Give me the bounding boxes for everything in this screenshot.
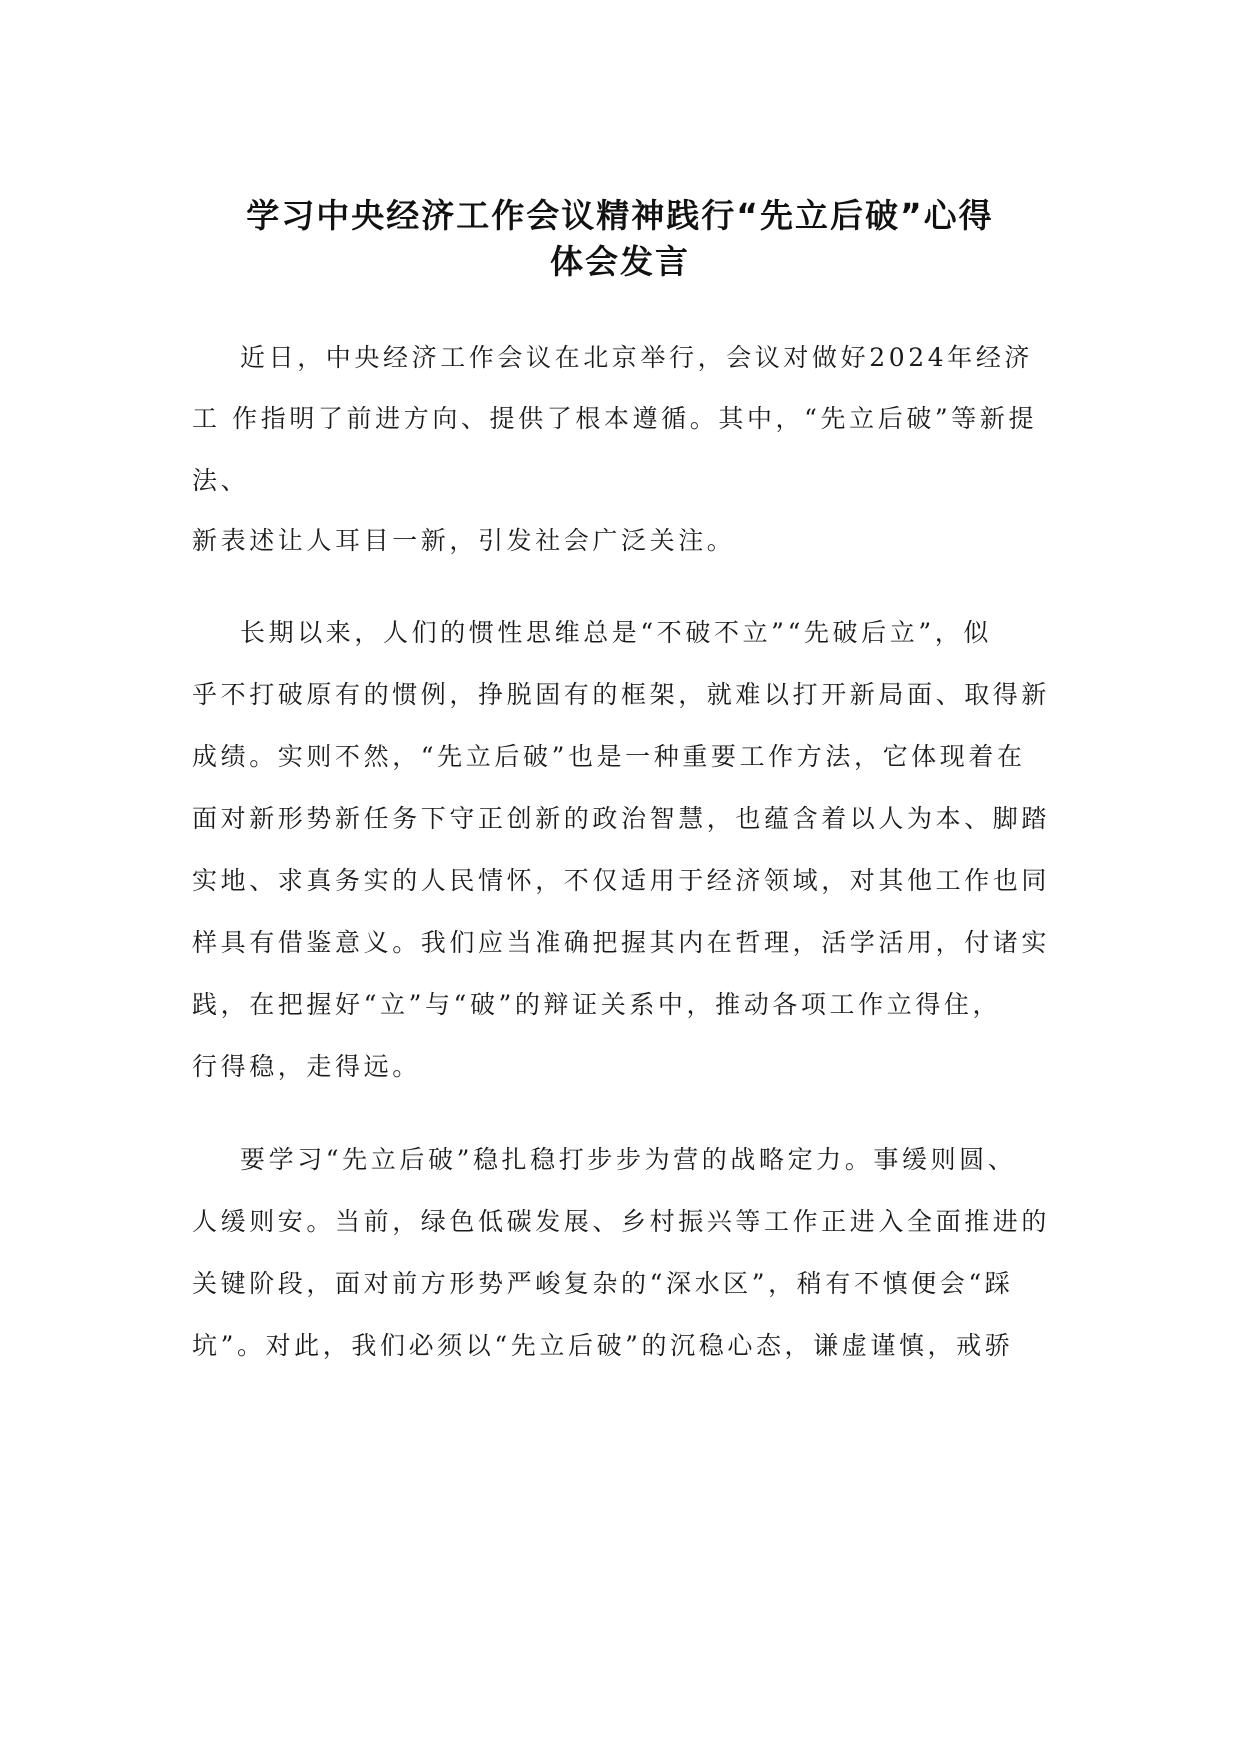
paragraph-2-line-4: 面对新形势新任务下守正创新的政治智慧，也蕴含着以人为本、脚踏 xyxy=(192,804,1051,833)
paragraph-2-line-3: 成绩。实则不然，“先立后破”也是一种重要工作方法，它体现着在 xyxy=(192,742,1026,771)
paragraph-2-line-1: 长期以来，人们的惯性思维总是“不破不立”“先破后立”，似 xyxy=(240,618,992,647)
paragraph-1-line-2: 工 作指明了前进方向、提供了根本遵循。其中，“先立后破”等新提 xyxy=(192,404,1038,433)
paragraph-3-line-3: 关键阶段，面对前方形势严峻复杂的“深水区”，稍有不慎便会“踩 xyxy=(192,1269,1014,1298)
paragraph-2-line-6: 样具有借鉴意义。我们应当准确把握其内在哲理，活学活用，付诸实 xyxy=(192,928,1051,957)
document-title-line-2: 体会发言 xyxy=(550,242,690,281)
paragraph-2-line-8: 行得稳，走得远。 xyxy=(192,1052,421,1081)
paragraph-1-line-4: 新表述让人耳目一新，引发社会广泛关注。 xyxy=(192,526,736,555)
paragraph-2-line-5: 实地、求真务实的人民情怀，不仅适用于经济领域，对其他工作也同 xyxy=(192,866,1051,895)
document-title-line-1: 学习中央经济工作会议精神践行“先立后破”心得 xyxy=(246,196,994,235)
paragraph-3-line-2: 人缓则安。当前，绿色低碳发展、乡村振兴等工作正进入全面推进的 xyxy=(192,1207,1051,1236)
paragraph-3-line-1: 要学习“先立后破”稳扎稳打步步为营的战略定力。事缓则圆、 xyxy=(240,1145,1017,1174)
paragraph-3-line-4: 坑”。对此，我们必须以“先立后破”的沉稳心态，谦虚谨慎，戒骄 xyxy=(192,1331,1014,1360)
paragraph-2-line-2: 乎不打破原有的惯例，挣脱固有的框架，就难以打开新局面、取得新 xyxy=(192,680,1051,709)
paragraph-1-line-3: 法、 xyxy=(192,466,250,495)
paragraph-1-line-1: 近日，中央经济工作会议在北京举行，会议对做好2024年经济 xyxy=(240,343,1034,372)
paragraph-2-line-7: 践，在把握好“立”与“破”的辩证关系中，推动各项工作立得住， xyxy=(192,990,1002,1019)
